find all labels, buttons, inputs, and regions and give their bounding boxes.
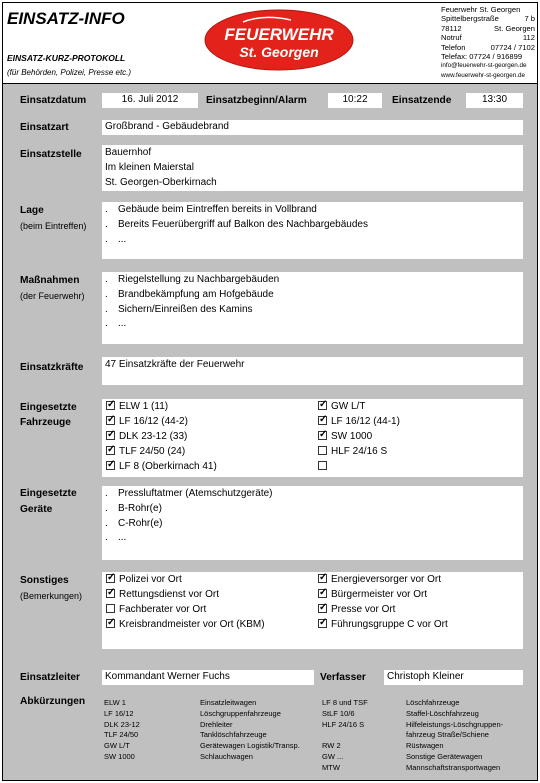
einsatzart-label: Einsatzart xyxy=(20,122,69,133)
lage-item: . Bereits Feuerübergriff auf Balkon des Nachbargebäudes xyxy=(105,218,520,233)
checkbox-icon[interactable] xyxy=(106,604,115,613)
checkbox-icon[interactable] xyxy=(318,446,327,455)
telefon-label: Telefon xyxy=(441,42,466,52)
lage-field[interactable] xyxy=(102,202,523,259)
checkbox-icon[interactable] xyxy=(318,401,327,410)
address-name: Feuerwehr St. Georgen xyxy=(441,5,521,14)
bullet-icon: . xyxy=(105,204,108,215)
address-block xyxy=(441,5,535,80)
abbr-term: TLF 24/50 xyxy=(104,730,139,740)
abbr-term: SW 1000 xyxy=(104,751,135,761)
logo-text-st-georgen: St. Georgen xyxy=(239,44,319,60)
abbr-term: RW 2 xyxy=(322,741,341,751)
verfasser-field[interactable]: Christoph Kleiner xyxy=(384,670,523,685)
abbr-term: GW L/T xyxy=(104,741,130,751)
abbr-meaning: Gerätewagen Logistik/Transp. xyxy=(200,741,300,751)
checkbox-icon[interactable] xyxy=(106,589,115,598)
sonstiges-checkbox[interactable]: ✓Führungsgruppe C vor Ort xyxy=(318,618,448,633)
checkbox-icon[interactable] xyxy=(318,416,327,425)
einsatzstelle-line: Im kleinen Maierstal xyxy=(105,161,194,173)
verfasser-label: Verfasser xyxy=(320,672,366,683)
address-city: St. Georgen xyxy=(494,23,535,33)
abbr-term xyxy=(322,730,368,741)
lage-item: . ... xyxy=(105,233,520,248)
einsatz-info-sheet xyxy=(2,2,538,781)
massnahmen-item: . ... xyxy=(105,317,520,332)
geraete-field[interactable] xyxy=(102,486,523,560)
abbr-meaning: Mannschaftstransportwagen xyxy=(406,762,501,772)
massnahmen-item: . Sichern/Einreißen des Kamins xyxy=(105,303,520,318)
abbr-term: StLF 10/6 xyxy=(322,708,355,718)
checkbox-icon[interactable] xyxy=(106,416,115,425)
bullet-icon: . xyxy=(105,303,108,315)
sonstiges-label: Sonstiges xyxy=(20,575,69,586)
sonstiges-checkbox[interactable]: ✓Rettungsdienst vor Ort xyxy=(106,588,219,603)
fahrzeuge-label-2: Fahrzeuge xyxy=(20,417,71,428)
address-zip: 78112 xyxy=(441,23,462,33)
bullet-icon: . xyxy=(105,318,108,330)
bullet-icon: . xyxy=(105,274,108,285)
abbr-meaning: Tanklöschfahrzeuge xyxy=(200,730,267,740)
bullet-icon: . xyxy=(105,218,108,230)
abbr-col-4 xyxy=(406,698,503,774)
lage-item: . Gebäude beim Eintreffen bereits in Vollbrand xyxy=(105,203,520,218)
page-title: EINSATZ-INFO xyxy=(7,9,125,28)
fahrzeug-checkbox[interactable]: ✓LF 16/12 (44-1) xyxy=(318,415,400,430)
checkbox-icon[interactable] xyxy=(106,619,115,628)
einsatzleiter-label: Einsatzleiter xyxy=(20,672,81,683)
massnahmen-item: . Riegelstellung zu Nachbargebäuden xyxy=(105,273,520,288)
abbr-term: DLK 23-12 xyxy=(104,719,140,729)
sonstiges-checkbox[interactable]: ✓Polizei vor Ort xyxy=(106,573,182,588)
checkbox-icon[interactable] xyxy=(318,619,327,628)
einsatzstelle-field[interactable] xyxy=(102,145,523,191)
checkbox-icon[interactable] xyxy=(106,446,115,455)
checkbox-icon[interactable] xyxy=(318,574,327,583)
website-link[interactable]: www.feuerwehr-st-georgen.de xyxy=(441,71,525,79)
checkbox-icon[interactable] xyxy=(318,589,327,598)
abbr-term: LF 16/12 xyxy=(104,708,134,718)
bullet-icon: . xyxy=(105,488,108,499)
checkbox-icon[interactable] xyxy=(318,431,327,440)
einsatzbeginn-field[interactable]: 10:22 xyxy=(328,93,382,108)
notruf-label: Notruf xyxy=(441,33,462,43)
header xyxy=(3,3,537,83)
abbr-term: ELW 1 xyxy=(104,698,126,707)
geraete-item: . Pressluftatmer (Atemschutzgeräte) xyxy=(105,487,520,502)
abbr-meaning: Sonstige Gerätewagen xyxy=(406,751,483,761)
fahrzeug-checkbox[interactable]: ✓GW L/T xyxy=(318,400,365,415)
fahrzeug-checkbox[interactable] xyxy=(318,460,331,475)
bullet-icon: . xyxy=(105,532,108,544)
bullet-icon: . xyxy=(105,233,108,245)
geraete-item: . C-Rohr(e) xyxy=(105,517,520,532)
einsatzleiter-field[interactable]: Kommandant Werner Fuchs xyxy=(102,670,314,685)
checkbox-icon[interactable] xyxy=(318,604,327,613)
abbr-meaning: Löschfahrzeuge xyxy=(406,698,460,707)
abbr-col-1 xyxy=(104,698,140,763)
abbr-term: LF 8 und TSF xyxy=(322,698,368,707)
geraete-label-2: Geräte xyxy=(20,504,53,515)
abbr-meaning: Staffel-Löschfahrzeug xyxy=(406,708,479,718)
fahrzeuge-label: Eingesetzte xyxy=(20,402,77,413)
abbr-meaning: fahrzeug Straße/Schiene xyxy=(406,730,489,740)
sonstiges-checkbox[interactable]: ✓Presse vor Ort xyxy=(318,603,395,618)
abbr-meaning: Hilfeleistungs-Löschgruppen- xyxy=(406,719,504,729)
abbr-term: HLF 24/16 S xyxy=(322,719,365,729)
einsatzart-field[interactable]: Großbrand - Gebäudebrand xyxy=(102,120,523,135)
einsatzkraefte-label: Einsatzkräfte xyxy=(20,362,84,373)
abbr-term: MTW xyxy=(322,762,340,772)
notruf-number: 112 xyxy=(522,33,535,43)
einsatzkraefte-field[interactable]: 47 Einsatzkräfte der Feuerwehr xyxy=(102,357,523,385)
fahrzeug-checkbox[interactable]: ✓SW 1000 xyxy=(318,430,372,445)
checkbox-icon[interactable] xyxy=(106,574,115,583)
address-street: Spittelbergstraße xyxy=(441,14,499,24)
email-link[interactable]: info@feuerwehr-st-georgen.de xyxy=(441,62,527,70)
abbr-meaning: Drehleiter xyxy=(200,719,233,729)
fahrzeug-checkbox[interactable]: HLF 24/16 S xyxy=(318,445,387,460)
address-street-no: 7 b xyxy=(524,14,535,24)
geraete-item: . B-Rohr(e) xyxy=(105,502,520,517)
fahrzeug-checkbox[interactable]: ✓ELW 1 (11) xyxy=(106,400,168,415)
abbr-meaning: Löschgruppenfahrzeuge xyxy=(200,708,281,718)
einsatzdatum-field[interactable]: 16. Juli 2012 xyxy=(102,93,198,108)
form-body xyxy=(3,83,537,780)
abbr-meaning: Rüstwagen xyxy=(406,741,444,751)
bullet-icon: . xyxy=(105,288,108,300)
massnahmen-field[interactable] xyxy=(102,272,523,344)
massnahmen-label: Maßnahmen xyxy=(20,275,80,286)
sonstiges-checkbox[interactable]: ✓Energieversorger vor Ort xyxy=(318,573,441,588)
checkbox-icon[interactable] xyxy=(106,461,115,470)
geraete-label: Eingesetzte xyxy=(20,488,77,499)
fire-brigade-logo xyxy=(203,8,355,72)
einsatzstelle-line: Bauernhof xyxy=(105,147,152,158)
sonstiges-checkbox[interactable]: Fachberater vor Ort xyxy=(106,603,206,618)
checkbox-icon[interactable] xyxy=(106,431,115,440)
protocol-subtitle: EINSATZ-KURZ-PROTOKOLL xyxy=(7,53,126,63)
fahrzeug-checkbox[interactable]: ✓TLF 24/50 (24) xyxy=(106,445,185,460)
sonstiges-sublabel: (Bemerkungen) xyxy=(20,591,83,601)
fahrzeug-checkbox[interactable]: ✓LF 8 (Oberkirnach 41) xyxy=(106,460,217,475)
einsatzende-label: Einsatzende xyxy=(392,95,452,106)
abbr-term: GW ... xyxy=(322,751,344,761)
checkbox-icon[interactable] xyxy=(106,401,115,410)
bullet-icon: . xyxy=(105,502,108,514)
einsatzbeginn-label: Einsatzbeginn/Alarm xyxy=(206,95,307,106)
checkbox-icon[interactable] xyxy=(318,461,327,470)
einsatzstelle-label: Einsatzstelle xyxy=(20,149,82,160)
einsatzdatum-label: Einsatzdatum xyxy=(20,95,87,106)
einsatzende-field[interactable]: 13:30 xyxy=(466,93,523,108)
sonstiges-checkbox[interactable]: ✓Bürgermeister vor Ort xyxy=(318,588,427,603)
massnahmen-sublabel: (der Feuerwehr) xyxy=(20,291,85,301)
abbr-meaning: Schlauchwagen xyxy=(200,751,253,761)
fahrzeug-checkbox[interactable]: ✓DLK 23-12 (33) xyxy=(106,430,187,445)
abkuerzungen-label: Abkürzungen xyxy=(20,696,86,707)
lage-label: Lage xyxy=(20,205,44,216)
geraete-item: . ... xyxy=(105,531,520,546)
telefax: Telefax: 07724 / 916899 xyxy=(441,52,523,62)
einsatzstelle-line: St. Georgen-Oberkirnach xyxy=(105,176,217,188)
massnahmen-item: . Brandbekämpfung am Hofgebäude xyxy=(105,288,520,303)
logo-text-feuerwehr: FEUERWEHR xyxy=(224,25,334,44)
fahrzeug-checkbox[interactable]: ✓LF 16/12 (44-2) xyxy=(106,415,188,430)
audience-note: (für Behörden, Polizei, Presse etc.) xyxy=(7,68,132,77)
abbr-col-3 xyxy=(322,698,368,774)
abbr-meaning: Einsatzleitwagen xyxy=(200,698,257,707)
abbr-col-2 xyxy=(200,698,300,763)
telefon-number: 07724 / 7102 xyxy=(490,42,535,52)
lage-sublabel: (beim Eintreffen) xyxy=(20,221,87,231)
bullet-icon: . xyxy=(105,517,108,529)
sonstiges-checkbox[interactable]: ✓Kreisbrandmeister vor Ort (KBM) xyxy=(106,618,265,633)
